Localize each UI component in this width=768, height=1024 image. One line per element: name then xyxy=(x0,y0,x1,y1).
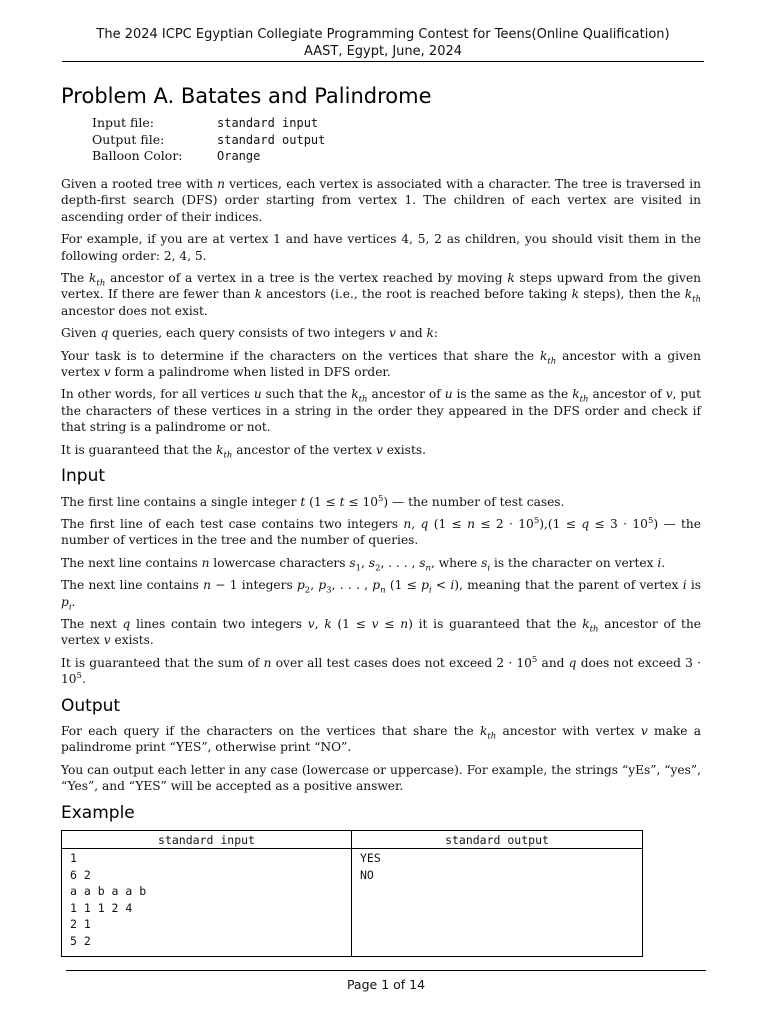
example-output-header: standard output xyxy=(352,831,643,849)
output-paragraph: You can output each letter in any case (lowercase or uppercase). For example, the strings “yEs”, “yes”, “Yes”, and “YES” will be accepted as a positive answer. xyxy=(61,762,701,794)
meta-value: standard input xyxy=(217,116,319,130)
example-input-header: standard input xyxy=(62,831,352,849)
example-table xyxy=(61,830,643,957)
statement-paragraph: Given q queries, each query consists of two integers v and k: xyxy=(61,326,439,341)
contest-title: The 2024 ICPC Egyptian Collegiate Programming Contest for Teens(Online Qualification) xyxy=(96,27,670,42)
input-paragraph: The next line contains n − 1 integers $p_2$, $p_3$, . . . , $p_n$ $(1 \le p_i < i)$, meaning that the parent of vertex i is $p_i$. xyxy=(61,578,702,612)
meta-label: Balloon Color: xyxy=(92,148,183,163)
meta-row-input xyxy=(92,115,325,132)
output-heading: Output xyxy=(61,695,121,716)
meta-label: Output file: xyxy=(92,131,165,147)
statement-paragraph: In other words, for all vertices u such that the $k_{th}$ ancestor of u is the same as the $k_{th}$ ancestor of v, put the characters of these vertices in a string in the order they appeared in the DFS order and check if that string is a palindrome or not. xyxy=(61,387,701,435)
example-heading: Example xyxy=(61,802,135,823)
meta-value: standard output xyxy=(217,132,326,147)
page-header xyxy=(62,26,704,60)
meta-label: Input file: xyxy=(92,115,154,130)
example-header-row xyxy=(62,831,643,849)
statement-paragraph: The $k_{th}$ ancestor of a vertex in a tree is the vertex reached by moving k steps upward from the given vertex. If there are fewer than k ancestors (i.e., the root is reached before taking k steps), then the $k_{th}$ ancestor does not exist. xyxy=(61,271,702,318)
meta-row-output xyxy=(92,132,325,149)
page-footer: Page 1 of 14 xyxy=(346,977,426,992)
statement-paragraph: It is guaranteed that the $k_{th}$ ancestor of the vertex v exists. xyxy=(61,442,426,461)
contest-venue: AAST, Egypt, June, 2024 xyxy=(303,44,463,59)
meta-value: Orange xyxy=(217,149,261,163)
input-paragraph: It is guaranteed that the sum of n over all test cases does not exceed $2 \cdot 10^5$ and q does not exceed $3 \cdot 10^5$. xyxy=(61,654,701,687)
input-paragraph: The next line contains n lowercase characters $s_1$, $s_2$, . . . , $s_n$, where $s_i$ is the character on vertex i. xyxy=(61,555,666,574)
header-rule xyxy=(62,61,704,62)
input-paragraph: The first line of each test case contains two integers n, q $(1 \le n \le 2 \cdot 10^5),(1 \le q \le 3 \cdot 10^5)$ — the number of vertices in the tree and the number of queries. xyxy=(61,515,701,548)
statement-paragraph: Your task is to determine if the characters on the vertices that share the $k_{th}$ ancestor with a given vertex v form a palindrome when listed in DFS order. xyxy=(61,348,701,380)
footer-rule xyxy=(66,970,706,971)
input-paragraph: The first line contains a single integer t $(1 \le t \le 10^5)$ — the number of test cases. xyxy=(61,493,565,509)
meta-row-balloon xyxy=(92,148,325,165)
output-paragraph: For each query if the characters on the vertices that share the $k_{th}$ ancestor with vertex v make a palindrome print “YES”, otherwise print “NO”. xyxy=(61,723,702,755)
example-output: YES NO xyxy=(352,849,643,957)
problem-body xyxy=(61,176,701,957)
input-heading: Input xyxy=(61,466,106,487)
example-data-row xyxy=(62,849,643,957)
problem-title: Problem A. Batates and Palindrome xyxy=(61,84,432,108)
input-paragraph: The next q lines contain two integers v, k (1 ≤ v ≤ n) it is guaranteed that the $k_{th}$ ancestor of the vertex v exists. xyxy=(61,616,702,648)
statement-paragraph: For example, if you are at vertex 1 and have vertices 4, 5, 2 as children, you should visit them in the following order: 2, 4, 5. xyxy=(61,232,702,263)
problem-meta xyxy=(92,115,325,165)
statement-paragraph: Given a rooted tree with n vertices, each vertex is associated with a character. The tree is traversed in depth-first search (DFS) order starting from vertex 1. The children of each vertex are visited in ascending order of their indices. xyxy=(61,177,701,224)
example-input: 1 6 2 a a b a a b 1 1 1 2 4 2 1 5 2 xyxy=(62,849,352,957)
